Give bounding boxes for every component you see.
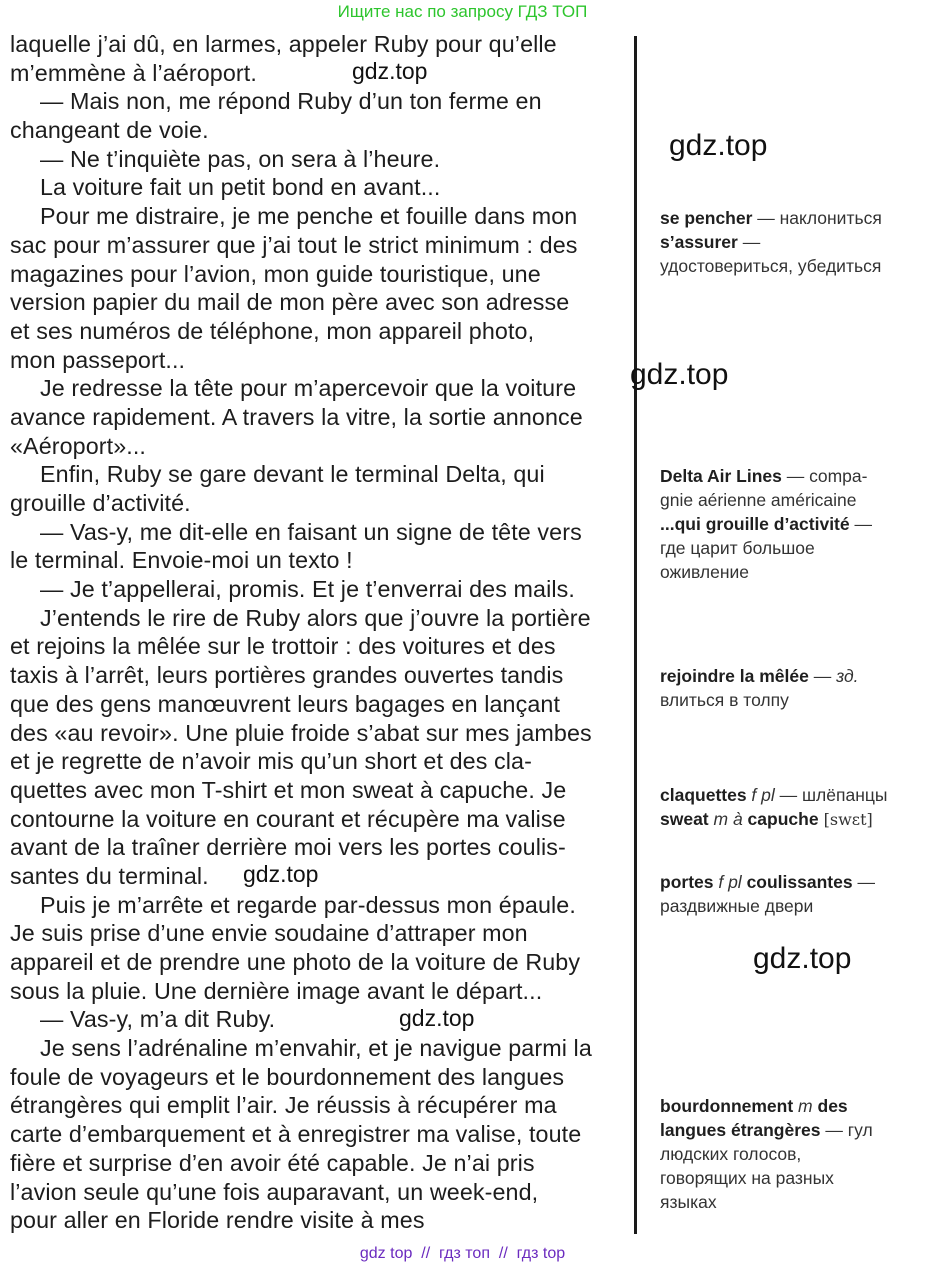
text-line: taxis à l’arrêt, leurs portières grandes ouvertes tandis [10, 662, 564, 689]
glossary-line [660, 1094, 922, 1118]
watermark: gdz.top [630, 358, 729, 391]
watermark: gdz.top [753, 942, 852, 975]
text-line: — Vas-y, m’a dit Ruby. [40, 1006, 276, 1033]
glossary-term: s’assurer [660, 232, 738, 252]
glossary-definition: — [808, 666, 837, 686]
glossary-definition: людских голосов, [660, 1144, 802, 1164]
text-line: santes du terminal. [10, 862, 209, 889]
glossary-definition: где царит большое [660, 538, 815, 558]
glossary-term: capuche [747, 809, 819, 829]
glossary-entry [660, 206, 922, 278]
glossary-definition: влиться в толпу [660, 690, 789, 710]
text-line: sac pour m’assurer que j’ai tout le strict minimum : des [10, 231, 578, 258]
glossary-term: bourdonnement [660, 1096, 794, 1116]
text-line: m’emmène à l’aéroport. [10, 59, 257, 86]
glossary-transcription: [swɛt] [818, 810, 873, 829]
text-line: grouille d’activité. [10, 490, 191, 516]
text-line: — Je t’appellerai, promis. Et je t’enverrai des mails. [40, 576, 575, 603]
text-line: Enfin, Ruby se gare devant le terminal Delta, qui [40, 461, 545, 488]
glossary-definition: — наклониться [752, 208, 882, 228]
text-line: des «au revoir». Une pluie froide s’abat sur mes jambes [10, 719, 592, 746]
glossary-definition: — [737, 232, 761, 252]
glossary-definition: оживление [660, 562, 750, 582]
glossary-line [660, 664, 922, 688]
glossary-entry [660, 464, 922, 584]
text-line: Pour me distraire, je me penche et fouille dans mon [40, 203, 578, 230]
text-line: changeant de voie. [10, 117, 209, 144]
text-line: Je redresse la tête pour m’apercevoir que la voiture [40, 375, 577, 402]
text-line: «Aéroport»... [10, 432, 146, 459]
text-line: contourne la voiture en courant et récupère ma valise [10, 805, 566, 832]
text-line: — Ne t’inquiète pas, on sera à l’heure. [40, 145, 441, 172]
glossary-term: se pencher [660, 208, 753, 228]
bottom-banner-text: gdz top // гдз топ // гдз top [359, 1245, 566, 1262]
glossary-gender: f pl [713, 872, 747, 892]
text-line: et rejoins la mêlée sur le trottoir : des voitures et des [10, 633, 556, 660]
text-line: avance rapidement. A travers la vitre, la sortie annonce [10, 403, 583, 430]
glossary-term: Delta Air Lines [660, 466, 782, 486]
glossary-definition: говорящих на разных [660, 1168, 834, 1188]
glossary-line [660, 464, 922, 488]
main-text [10, 30, 622, 1235]
glossary-definition: — compa- [781, 466, 868, 486]
watermark: gdz.top [399, 1005, 475, 1031]
column-divider [634, 36, 637, 1234]
glossary-line [660, 807, 922, 832]
text-line: La voiture fait un petit bond en avant... [40, 174, 441, 201]
glossary-gender: m à [708, 809, 748, 829]
text-line: Je suis prise d’une envie soudaine d’attraper mon [10, 920, 528, 947]
text-line: et je regrette de n’avoir mis qu’un short et des cla- [10, 748, 532, 775]
text-line: que des gens manœuvrent leurs bagages en lançant [10, 690, 561, 717]
text-line: Je sens l’adrénaline m’envahir, et je navigue parmi la [40, 1035, 592, 1062]
top-banner: Ищите нас по запросу ГДЗ ТОП [337, 2, 588, 21]
watermark: gdz.top [352, 58, 428, 84]
glossary-line [660, 870, 922, 894]
glossary-term: claquettes [660, 785, 747, 805]
text-line: mon passeport... [10, 346, 186, 373]
glossary-entry [660, 664, 922, 712]
text-line: laquelle j’ai dû, en larmes, appeler Ruby pour qu’elle [10, 31, 557, 57]
glossary-line [660, 230, 922, 254]
text-line: avant de la traîner derrière moi vers les portes coulis- [10, 834, 566, 861]
glossary-line [660, 206, 922, 230]
glossary-entry [660, 870, 922, 918]
watermark: gdz.top [243, 861, 319, 887]
glossary-entry [660, 1094, 922, 1214]
text-line: le terminal. Envoie-moi un texto ! [10, 547, 353, 574]
text-line: version papier du mail de mon père avec son adresse [10, 289, 570, 316]
text-line: Puis je m’arrête et regarde par-dessus mon épaule. [40, 891, 576, 918]
glossary-term: portes [660, 872, 714, 892]
watermark: gdz.top [669, 129, 768, 162]
glossary-definition: — [852, 872, 875, 892]
glossary-definition: — гул [820, 1120, 873, 1140]
glossary-term: sweat [660, 809, 709, 829]
text-line: l’avion seule qu’une fois auparavant, un week-end, [10, 1178, 539, 1205]
glossary-gender: f pl [746, 785, 775, 805]
glossary-definition: — [849, 514, 872, 534]
glossary-term: des [817, 1096, 848, 1116]
glossary-abbr: зд. [836, 666, 859, 686]
text-line: appareil et de prendre une photo de la voiture de Ruby [10, 949, 581, 975]
glossary-term: ...qui grouille d’activité [660, 514, 850, 534]
text-line: — Mais non, me répond Ruby d’un ton ferme en [40, 88, 542, 115]
text-line: quettes avec mon T-shirt et mon sweat à capuche. Je [10, 776, 567, 803]
glossary-entry [660, 783, 922, 832]
bottom-banner [0, 1243, 925, 1265]
glossary-gender: m [793, 1096, 818, 1116]
glossary-term: langues étrangères [660, 1120, 821, 1140]
text-line: sous la pluie. Une dernière image avant le départ... [10, 977, 543, 1004]
text-line: pour aller en Floride rendre visite à mes [10, 1207, 425, 1234]
glossary-definition: удостовериться, убедиться [660, 256, 882, 276]
glossary-line [660, 783, 922, 807]
text-line: et ses numéros de téléphone, mon appareil photo, [10, 317, 535, 344]
glossary-term: coulissantes [746, 872, 853, 892]
glossary-term: rejoindre la mêlée [660, 666, 809, 686]
text-line: carte d’embarquement et à enregistrer ma valise, toute [10, 1121, 582, 1148]
glossary-definition: языках [660, 1192, 717, 1212]
text-line: magazines pour l’avion, mon guide touristique, une [10, 260, 541, 287]
glossary-line [660, 512, 922, 536]
text-line: J’entends le rire de Ruby alors que j’ouvre la portière [40, 604, 591, 631]
glossary-line [660, 1118, 922, 1142]
text-line: étrangères qui emplit l’air. Je réussis à récupérer ma [10, 1092, 557, 1119]
glossary-definition: gnie aérienne américaine [660, 490, 857, 510]
text-line: fière et surprise d’en avoir été capable. Je n’ai pris [10, 1149, 535, 1176]
glossary-definition: — шлёпанцы [774, 785, 888, 805]
glossary-definition: раздвижные двери [660, 896, 814, 916]
text-line: foule de voyageurs et le bourdonnement des langues [10, 1063, 565, 1090]
text-line: — Vas-y, me dit-elle en faisant un signe de tête vers [40, 518, 582, 545]
